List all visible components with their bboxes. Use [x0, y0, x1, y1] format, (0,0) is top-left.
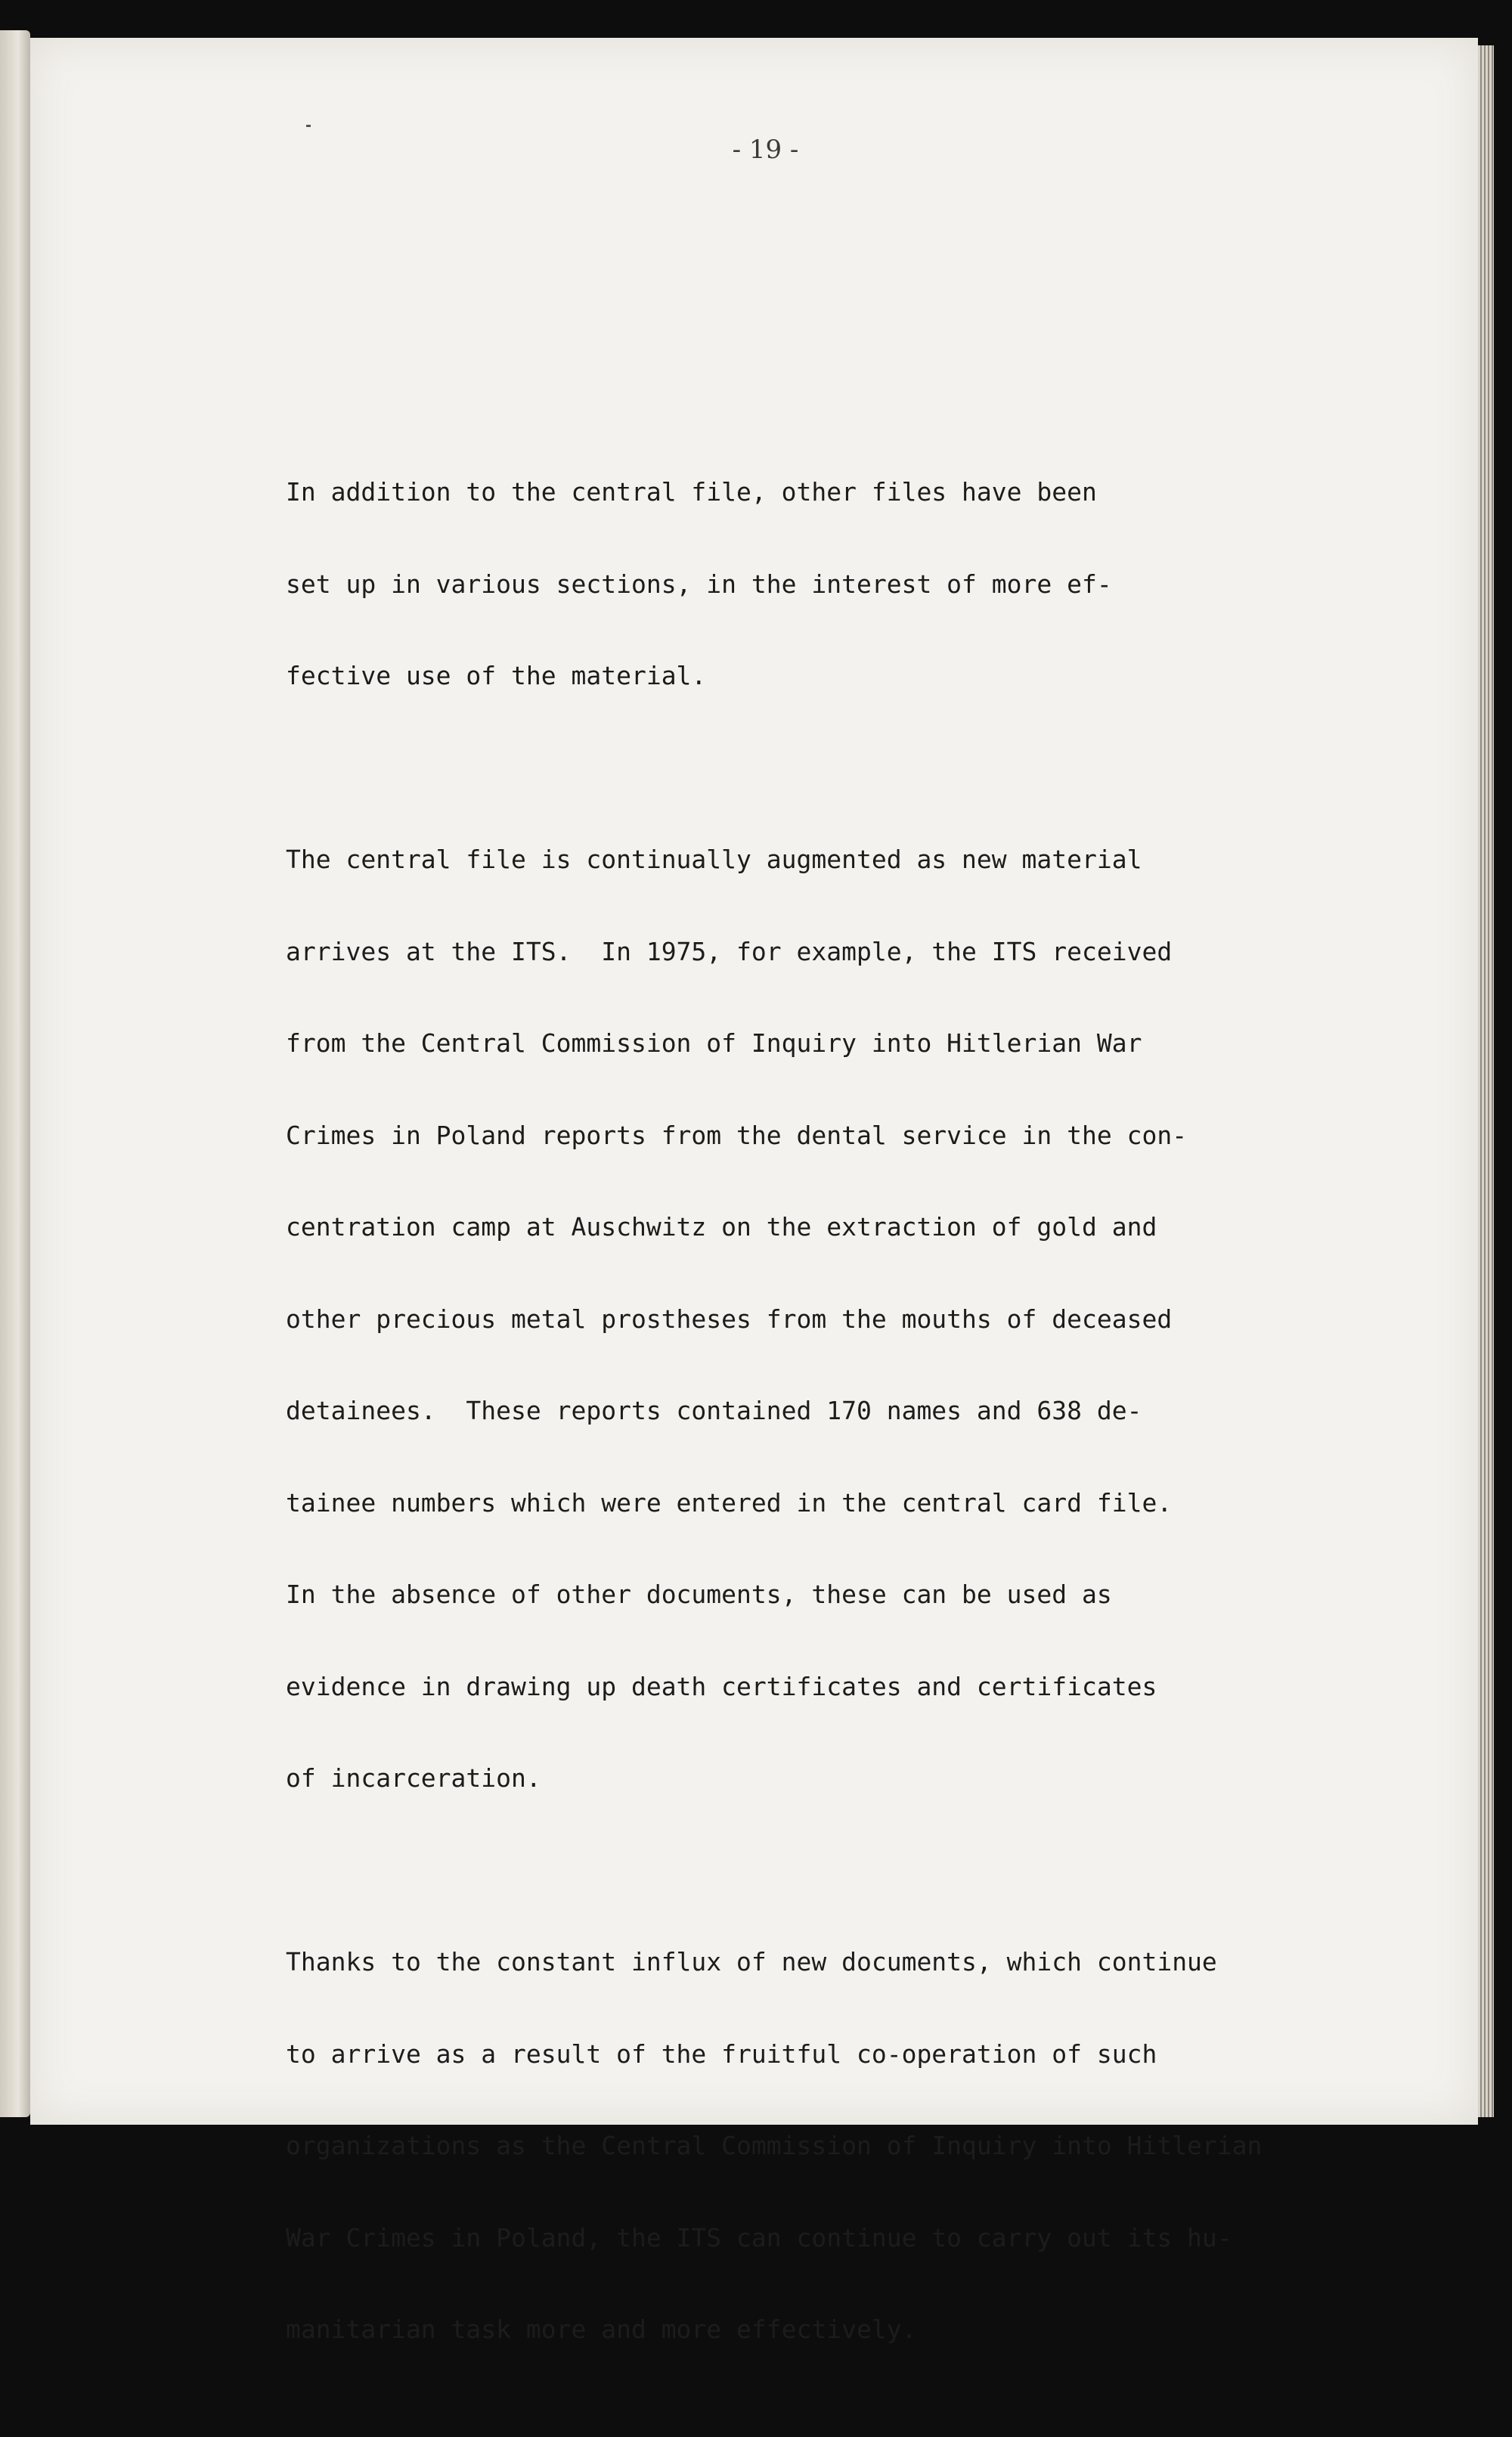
paragraph — [286, 1886, 1465, 2407]
pencil-mark — [306, 125, 311, 127]
paragraph — [286, 783, 1465, 1856]
text-line: Thanks to the constant influx of new documents, which continue — [286, 1947, 1217, 1977]
text-line: tainee numbers which were entered in the central card file. — [286, 1487, 1173, 1518]
paragraph — [286, 416, 1465, 753]
text-line: War Crimes in Poland, the ITS can continue to carry out its hu- — [286, 2222, 1232, 2253]
page-number: - 19 - — [732, 135, 799, 165]
text-line: fective use of the material. — [286, 661, 707, 690]
text-line: arrives at the ITS. In 1975, for example, the ITS received — [286, 936, 1173, 966]
text-line: evidence in drawing up death certificates and certificates — [286, 1671, 1157, 1701]
text-line: manitarian task more and more effectively. — [286, 2315, 917, 2344]
document-page — [30, 38, 1478, 2344]
text-line: of incarceration. — [286, 1763, 541, 1793]
text-line: organizations as the Central Commission of Inquiry into Hitlerian — [286, 2131, 1263, 2160]
text-line: other precious metal prostheses from the mouths of deceased — [286, 1304, 1173, 1334]
text-line: set up in various sections, in the interest of more ef- — [286, 569, 1112, 599]
text-line: In addition to the central file, other files have been — [286, 477, 1097, 507]
previous-page-edge — [0, 30, 30, 2117]
text-line: centration camp at Auschwitz on the extraction of gold and — [286, 1212, 1157, 1242]
text-line: The central file is continually augmented as new material — [286, 845, 1142, 874]
text-line: to arrive as a result of the fruitful co-operation of such — [286, 2039, 1157, 2069]
text-line: from the Central Commission of Inquiry into Hitlerian War — [286, 1028, 1142, 1058]
text-line: detainees. These reports contained 170 names and 638 de- — [286, 1396, 1142, 1425]
body-text — [286, 416, 1465, 2437]
text-line: In the absence of other documents, these can be used as — [286, 1580, 1112, 1609]
text-line: Crimes in Poland reports from the dental service in the con- — [286, 1120, 1188, 1150]
